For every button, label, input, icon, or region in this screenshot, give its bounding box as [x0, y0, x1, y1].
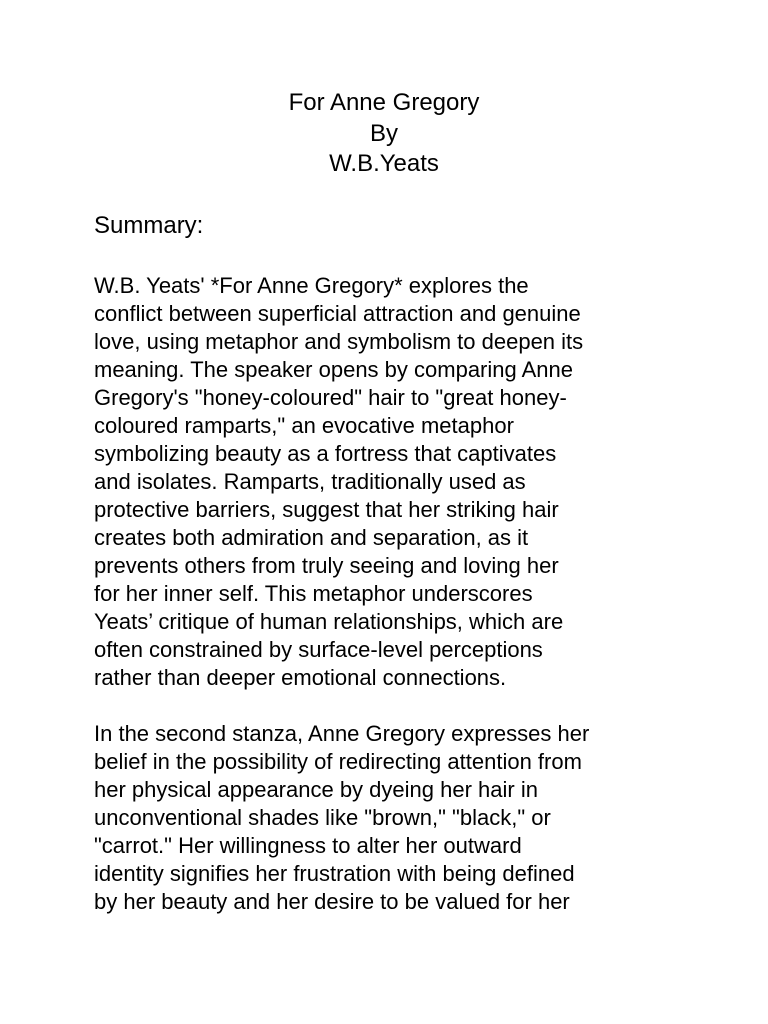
- text-line: conflict between superficial attraction and genuine: [94, 301, 581, 326]
- byline-label: By: [369, 119, 398, 147]
- summary-heading: Summary:: [94, 212, 204, 239]
- text-line: and isolates. Ramparts, traditionally used as: [94, 469, 526, 494]
- paragraph-2: [94, 720, 694, 916]
- text-line: rather than deeper emotional connections.: [94, 665, 507, 690]
- text-line: unconventional shades like "brown," "black," or: [94, 805, 551, 830]
- document-title: For Anne Gregory: [288, 89, 480, 116]
- text-line: love, using metaphor and symbolism to deepen its: [94, 329, 584, 354]
- text-line: protective barriers, suggest that her striking hair: [94, 497, 559, 522]
- text-line: meaning. The speaker opens by comparing Anne: [94, 357, 574, 382]
- text-line: Gregory's "honey-coloured" hair to "great honey-: [94, 385, 567, 410]
- text-line: belief in the possibility of redirecting attention from: [94, 749, 582, 774]
- text-line: symbolizing beauty as a fortress that captivates: [94, 441, 557, 466]
- author-name: W.B.Yeats: [329, 150, 439, 177]
- paragraph-1: [94, 272, 694, 692]
- text-line: W.B. Yeats' *For Anne Gregory* explores the: [94, 273, 529, 298]
- text-line: by her beauty and her desire to be valued for her: [94, 889, 570, 914]
- text-line: creates both admiration and separation, as it: [94, 525, 529, 550]
- text-line: Yeats’ critique of human relationships, which are: [94, 609, 564, 634]
- text-line: for her inner self. This metaphor underscores: [94, 581, 533, 606]
- text-line: her physical appearance by dyeing her hair in: [94, 777, 538, 802]
- text-line: often constrained by surface-level perceptions: [94, 637, 543, 662]
- text-line: coloured ramparts," an evocative metaphor: [94, 413, 514, 438]
- text-line: "carrot." Her willingness to alter her outward: [94, 833, 522, 858]
- title-block: [0, 88, 768, 180]
- text-line: identity signifies her frustration with being defined: [94, 861, 575, 886]
- text-line: prevents others from truly seeing and loving her: [94, 553, 559, 578]
- text-line: In the second stanza, Anne Gregory expresses her: [94, 721, 590, 746]
